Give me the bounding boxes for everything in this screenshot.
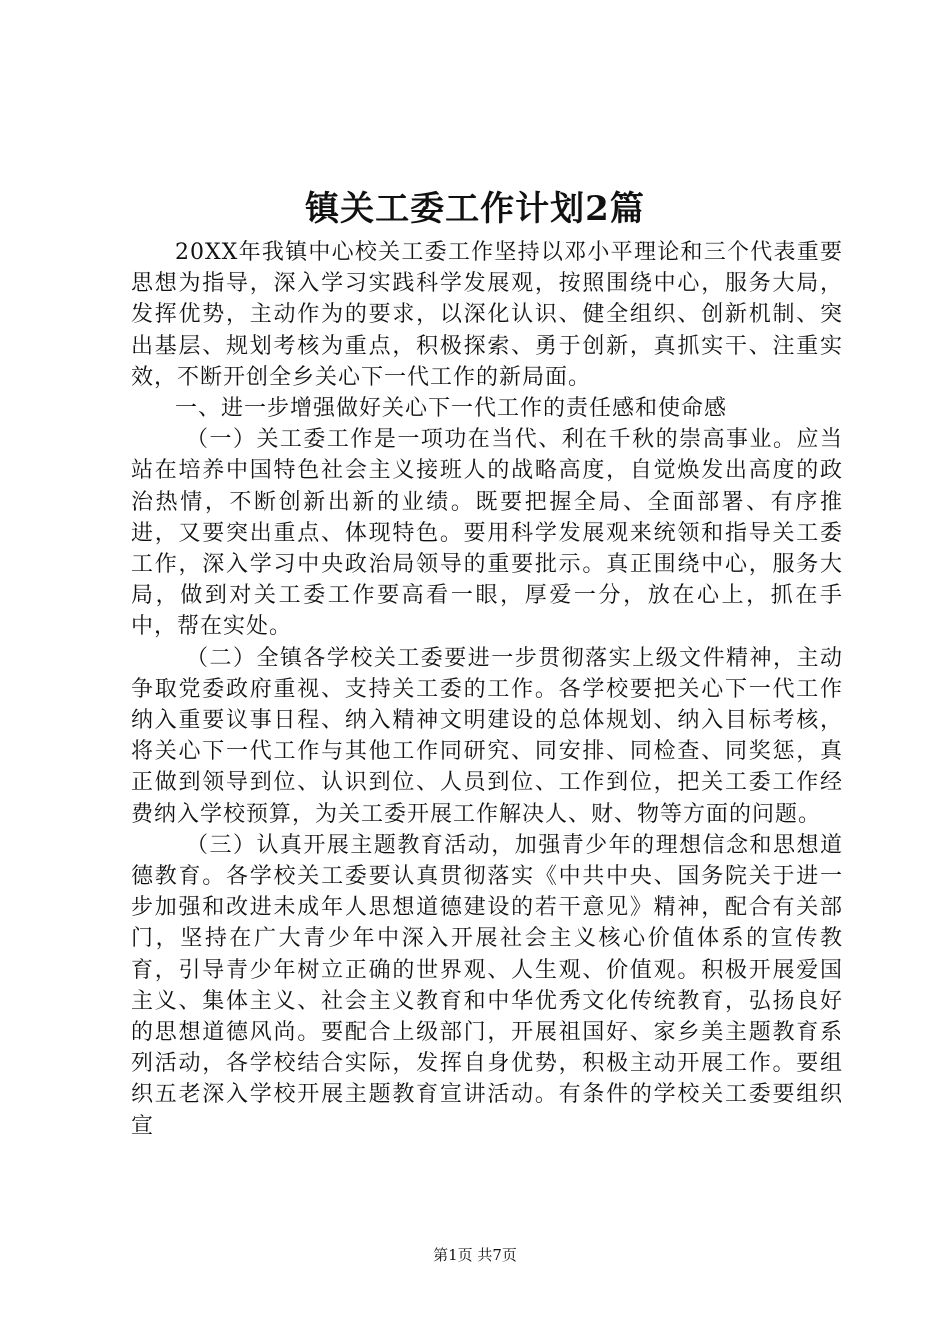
paragraph-item-1: （一）关工委工作是一项功在当代、利在千秋的崇高事业。应当站在培养中国特色社会主义接班人的战略高度，自觉焕发出高度的政治热情，不断创新出新的业绩。既要把握全局、全面部署、有序推进，又要突出重点、体现特色。要用科学发展观来统领和指导关工委工作，深入学习中央政治局领导的重要批示。真正围绕中心，服务大局，做到对关工委工作要高看一眼，厚爱一分，放在心上，抓在手中，帮在实处。	[131, 427, 843, 640]
paragraph-item-3: （三）认真开展主题教育活动，加强青少年的理想信念和思想道德教育。各学校关工委要认真贯彻落实《中共中央、国务院关于进一步加强和改进未成年人思想道德建设的若干意见》精神，配合有关部门，坚持在广大青少年中深入开展社会主义核心价值体系的宣传教育，引导青少年树立正确的世界观、人生观、价值观。积极开展爱国主义、集体主义、社会主义教育和中华优秀文化传统教育，弘扬良好的思想道德风尚。要配合上级部门，开展祖国好、家乡美主题教育系列活动，各学校结合实际，发挥自身优势，积极主动开展工作。要组织五老深入学校开展主题教育宣讲活动。有条件的学校关工委要组织宣	[131, 832, 843, 1139]
document-title: 镇关工委工作计划2篇	[305, 189, 645, 229]
document-body	[131, 237, 843, 1142]
paragraph-item-2: （二）全镇各学校关工委要进一步贯彻落实上级文件精神，主动争取党委政府重视、支持关工委的工作。各学校要把关心下一代工作纳入重要议事日程、纳入精神文明建设的总体规划、纳入目标考核，将关心下一代工作与其他工作同研究、同安排、同检查、同奖惩，真正做到领导到位、认识到位、人员到位、工作到位，把关工委工作经费纳入学校预算，为关工委开展工作解决人、财、物等方面的问题。	[131, 645, 843, 827]
paragraph-intro: 20XX年我镇中心校关工委工作坚持以邓小平理论和三个代表重要思想为指导，深入学习实践科学发展观，按照围绕中心，服务大局，发挥优势，主动作为的要求，以深化认识、健全组织、创新机制、突出基层、规划考核为重点，积极探索、勇于创新，真抓实干、注重实效，不断开创全乡关心下一代工作的新局面。	[131, 240, 843, 390]
page-footer: 第1页 共7页	[433, 1246, 517, 1264]
section-heading-1: 一、进一步增强做好关心下一代工作的责任感和使命感	[175, 396, 728, 422]
